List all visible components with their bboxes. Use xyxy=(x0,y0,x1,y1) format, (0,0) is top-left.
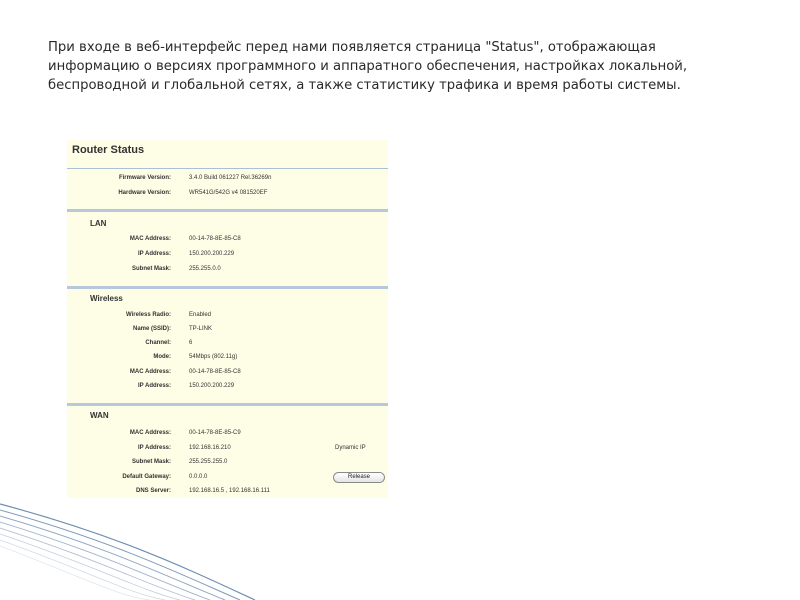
row-label: Channel: xyxy=(145,340,171,346)
router-status-panel xyxy=(67,140,388,498)
intro-paragraph: При входе в веб-интерфейс перед нами появляется страница "Status", отображающая информацию о версиях программного и аппаратного обеспечения, настройках локальной, беспроводной и глобальной сетях, а также статистику трафика и время работы системы. xyxy=(48,40,688,93)
row-label: Mode: xyxy=(153,354,171,360)
row-value: 6 xyxy=(189,340,193,346)
lan-ip-row xyxy=(67,251,388,263)
stripe-line xyxy=(0,516,225,600)
wireless-section-title: Wireless xyxy=(90,294,123,303)
section-divider xyxy=(67,209,388,212)
stripe-line xyxy=(0,528,195,600)
lan-subnet-row xyxy=(67,266,388,278)
wan-section-title: WAN xyxy=(90,411,109,420)
row-label: Subnet Mask: xyxy=(131,266,171,272)
row-value: 192.168.16.210 xyxy=(189,445,231,451)
row-value: 3.4.0 Build 061227 Rel.36269n xyxy=(189,175,272,181)
row-value: 0.0.0.0 xyxy=(189,474,208,480)
connection-type-label: Dynamic IP xyxy=(335,445,366,451)
row-label: Name (SSID): xyxy=(132,326,171,332)
wireless-mac-row xyxy=(67,369,388,381)
row-label: Firmware Version: xyxy=(118,175,171,181)
lan-section-title: LAN xyxy=(90,219,107,228)
row-label: IP Address: xyxy=(137,251,171,257)
wireless-channel-row xyxy=(67,340,388,352)
row-label: IP Address: xyxy=(137,445,171,451)
row-value: 192.168.16.5 , 192.168.16.111 xyxy=(189,488,270,494)
row-value: Enabled xyxy=(189,312,212,318)
row-label: MAC Address: xyxy=(129,430,171,436)
row-value: 54Mbps (802.11g) xyxy=(189,354,238,360)
row-value: 00-14-78-8E-85-C8 xyxy=(189,236,241,242)
wan-subnet-row xyxy=(67,459,388,471)
row-value: 255.255.0.0 xyxy=(189,266,221,272)
wan-ip-row xyxy=(67,445,388,457)
row-label: Default Gateway: xyxy=(122,474,171,480)
section-divider xyxy=(67,286,388,289)
row-value: WR541G/542G v4 081520EF xyxy=(189,190,268,196)
wireless-radio-row xyxy=(67,312,388,324)
row-value: 255.255.255.0 xyxy=(189,459,228,465)
lan-mac-row xyxy=(67,236,388,248)
hardware-version-row xyxy=(67,190,388,202)
row-value: 150.200.200.229 xyxy=(189,251,235,257)
row-value: 150.200.200.229 xyxy=(189,383,235,389)
panel-title: Router Status xyxy=(72,144,145,156)
row-label: Wireless Radio: xyxy=(126,312,171,318)
divider xyxy=(67,168,388,169)
wireless-ip-row xyxy=(67,383,388,395)
row-label: IP Address: xyxy=(137,383,171,389)
row-label: Hardware Version: xyxy=(118,190,171,196)
wireless-ssid-row xyxy=(67,326,388,338)
stripe-line xyxy=(0,522,210,600)
row-value: 00-14-78-8E-85-C9 xyxy=(189,430,241,436)
release-button[interactable]: Release xyxy=(333,472,385,483)
row-value: 00-14-78-8E-85-C8 xyxy=(189,369,241,375)
row-label: MAC Address: xyxy=(129,369,171,375)
wan-dns-row xyxy=(67,488,388,500)
row-label: Subnet Mask: xyxy=(131,459,171,465)
decorative-stripe-graphic xyxy=(0,500,800,600)
stripe-line xyxy=(0,534,180,600)
wireless-mode-row xyxy=(67,354,388,366)
row-label: DNS Server: xyxy=(135,488,171,494)
row-value: TP-LINK xyxy=(189,326,213,332)
wan-gateway-row xyxy=(67,474,388,486)
row-label: MAC Address: xyxy=(129,236,171,242)
section-divider xyxy=(67,403,388,406)
wan-mac-row xyxy=(67,430,388,442)
firmware-version-row xyxy=(67,175,388,187)
